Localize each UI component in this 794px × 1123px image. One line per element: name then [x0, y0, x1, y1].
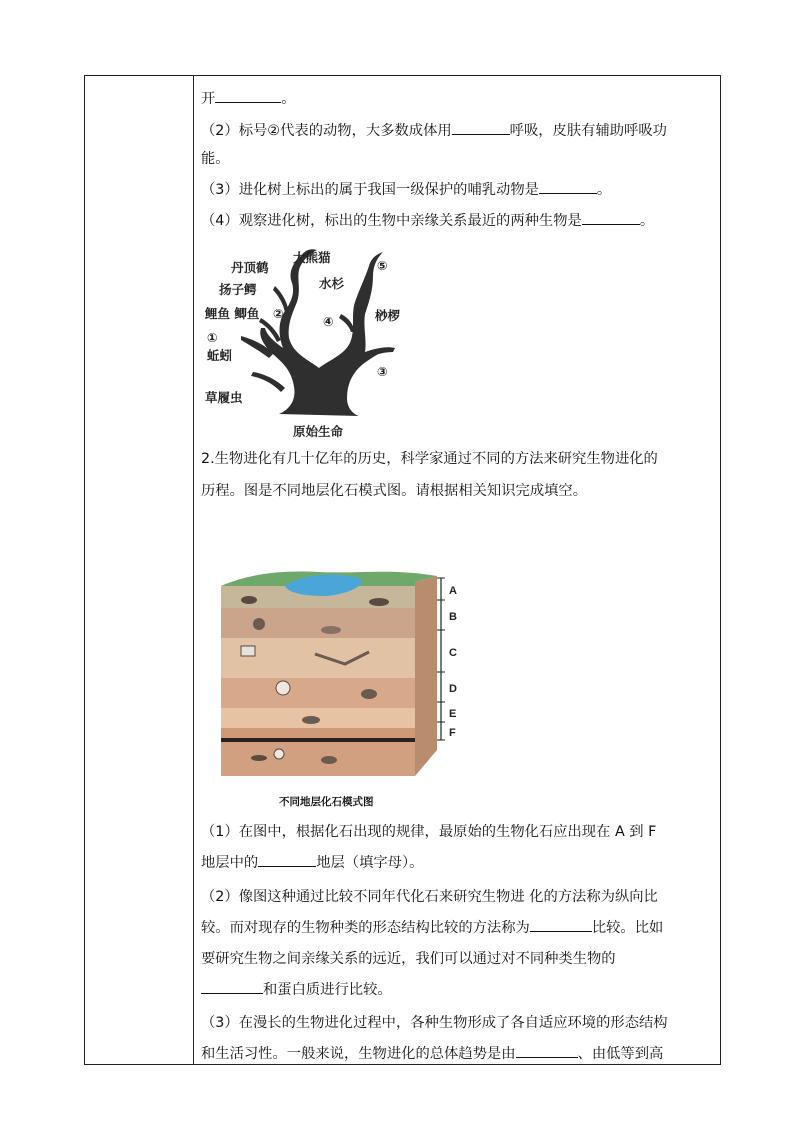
layer-dark-seam [221, 738, 415, 742]
q2-item3-cont: 和生活习性。一般来说，生物进化的总体趋势是由 、由低等到高 [201, 1046, 664, 1062]
fossil-shape [361, 689, 377, 699]
label-c3: ③ [377, 364, 388, 379]
label-panda: 大熊猫 [293, 250, 331, 265]
q2-item3: （3）在漫长的生物进化过程中，各种生物形成了各自适应环境的形态结构 [201, 1015, 668, 1031]
column-divider [193, 76, 194, 1064]
tree-branch [251, 372, 285, 392]
q1-item2-cont: 能。 [201, 151, 230, 167]
q1-item3: （3）进化树上标出的属于我国一级保护的哺乳动物是 。 [201, 182, 612, 198]
answer-blank[interactable] [582, 212, 640, 225]
answer-blank[interactable] [201, 981, 263, 994]
label-c4: ④ [323, 314, 334, 329]
q2-item2: （2）像图这种通过比较不同年代化石来研究生物进 化的方法称为纵向比 [201, 889, 658, 905]
fossil-shape [274, 749, 284, 759]
label-c2: ② [273, 306, 284, 321]
q2-intro-cont: 历程。图是不同地层化石模式图。请根据相关知识完成填空。 [201, 483, 588, 499]
evolution-tree-figure [201, 236, 431, 441]
answer-blank[interactable] [258, 854, 316, 867]
fossil-shape [241, 596, 257, 604]
layer-label-b: B [449, 611, 457, 623]
layer-label-a: A [449, 585, 457, 597]
q2-item2-cont: 较。而对现存的生物种类的形态结构比较的方法称为 比较。比如 [201, 920, 664, 936]
q2-item2-cont2: 要研究生物之间亲缘关系的远近，我们可以通过对不同种类生物的 [201, 951, 616, 967]
q2-item1-cont: 地层中的 地层（填字母）。 [201, 855, 424, 871]
fossil-strata-figure [219, 564, 469, 796]
q1-item4: （4）观察进化树，标出的生物中亲缘关系最近的两种生物是 。 [201, 213, 655, 229]
fossil-shape [253, 618, 265, 630]
layer-band [221, 608, 415, 638]
fossil-shape [369, 598, 389, 606]
answer-blank[interactable] [530, 919, 592, 932]
label-paramecium: 草履虫 [205, 390, 243, 405]
tree-branch [365, 347, 395, 358]
label-origin: 原始生命 [293, 424, 344, 439]
layer-label-f: F [449, 727, 456, 739]
strata-side-face [415, 576, 437, 776]
strata-caption: 不同地层化石模式图 [279, 796, 374, 808]
q1-item2: （2）标号②代表的动物，大多数成体用 呼吸，皮肤有辅助呼吸功 [201, 123, 667, 139]
layer-band [221, 678, 415, 708]
layer-band [221, 728, 415, 738]
fossil-shape [251, 755, 267, 761]
worksheet-table [84, 75, 721, 1065]
layer-label-d: D [449, 683, 457, 695]
fossil-shape [321, 756, 337, 764]
fossil-shape [276, 681, 290, 695]
label-carp: 鲤鱼 鲫鱼 [205, 306, 260, 321]
answer-blank[interactable] [516, 1045, 578, 1058]
fossil-shape [321, 626, 341, 634]
fossil-shape [302, 716, 320, 724]
label-earthworm: 蚯蚓 [207, 348, 233, 363]
answer-blank[interactable] [539, 181, 597, 194]
layer-label-c: C [449, 647, 457, 659]
label-c5: ⑤ [377, 258, 388, 273]
label-fern: 桫椤 [375, 308, 401, 323]
fossil-shape [241, 646, 255, 656]
label-crane: 丹顶鹤 [231, 260, 269, 275]
tree-branch [339, 314, 355, 332]
q2-item2-cont3: 和蛋白质进行比较。 [201, 979, 392, 999]
q2-intro: 2.生物进化有几十亿年的历史，科学家通过不同的方法来研究生物进化的 [201, 451, 658, 467]
tree-trunk [260, 249, 387, 416]
label-metasequoia: 水杉 [319, 276, 345, 291]
answer-blank[interactable] [452, 122, 510, 135]
q2-item1: （1）在图中，根据化石出现的规律，最原始的生物化石应出现在 A 到 F [201, 824, 657, 840]
answer-blank[interactable] [215, 90, 281, 103]
layer-label-e: E [449, 708, 457, 720]
layer-band [221, 638, 415, 678]
label-c1: ① [207, 330, 218, 345]
layer-band [221, 742, 415, 776]
q1-continuation: 开 。 [201, 91, 296, 107]
label-alligator: 扬子鳄 [219, 282, 257, 297]
